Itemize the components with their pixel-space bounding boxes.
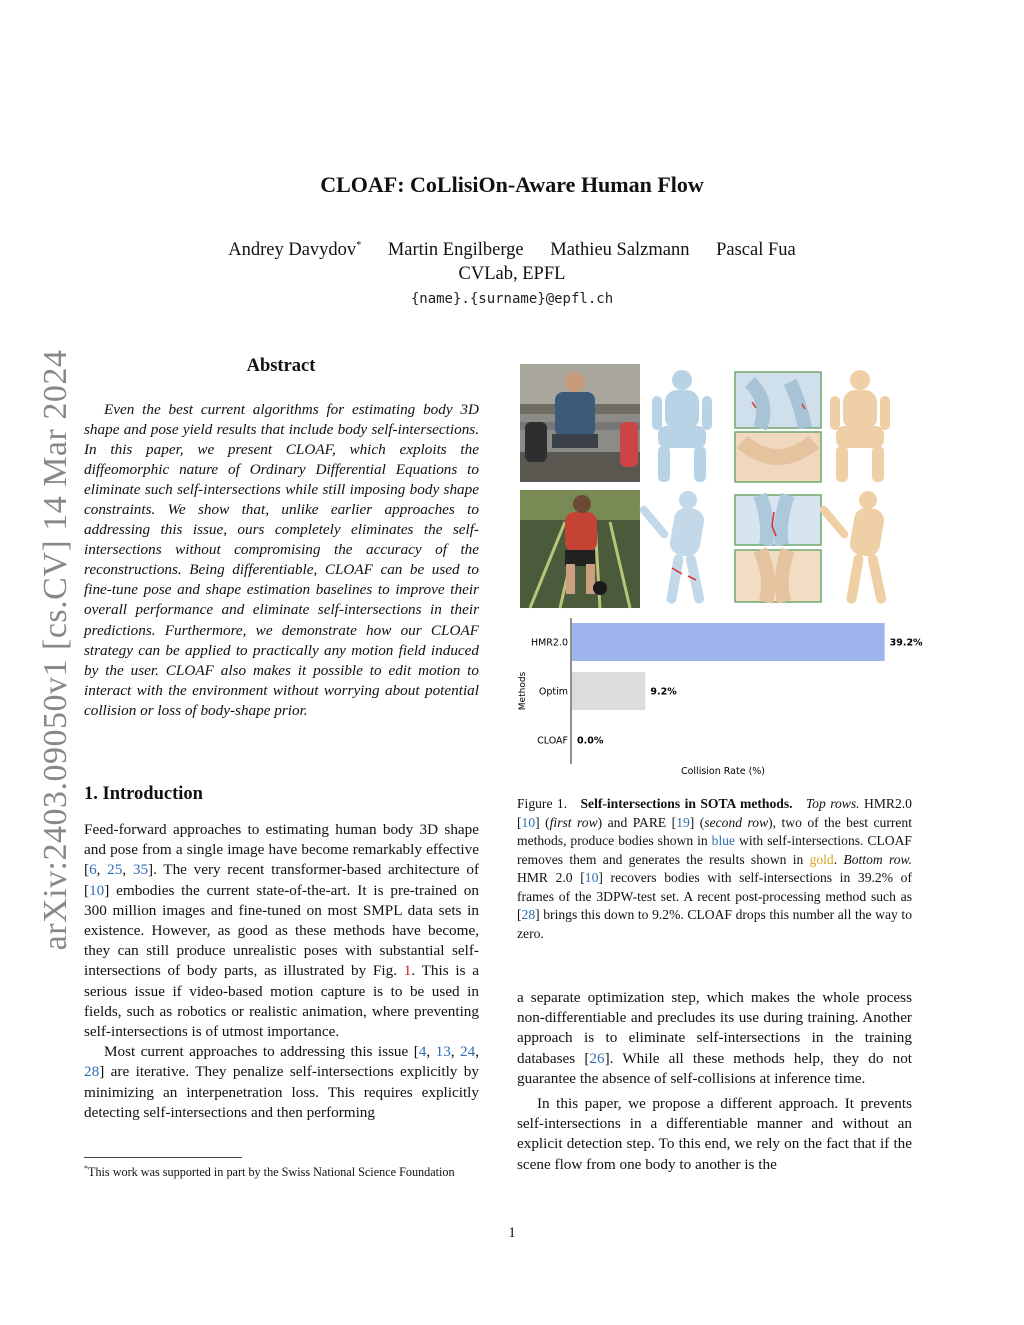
value-label: 39.2% — [889, 637, 923, 649]
author-3: Mathieu Salzmann — [550, 240, 690, 261]
gold-body-mesh-row2 — [818, 491, 887, 604]
citation-link[interactable]: 19 — [676, 814, 690, 830]
citation-link[interactable]: 10 — [584, 870, 599, 885]
right-column-body — [517, 988, 912, 1175]
citation-link[interactable]: 13 — [435, 1043, 451, 1061]
abstract-text: Even the best current algorithms for estimating body 3D shape and pose yield results that include body self-intersections. In this paper, we present CLOAF, which exploits the diffeomorphic nature of Ordinary Differential Equations to eliminate such self-intersections while still imposing body shape constraints. We show that, unlike earlier approaches to addressing this issue, ours completely eliminates the self-intersections without compromising the accuracy of the reconstructions. Being differentiable, CLOAF can be used to fine-tune pose and shape estimation baselines to improve their overall performance and eliminate self-intersections in their predictions. Furthermore, we demonstrate how our CLOAF strategy can be applied to practically any motion field induced by the user. CLOAF also makes it possible to edit motion to interact with the environment without worrying about potential collision or loss of body-shape prior. — [84, 401, 479, 719]
footnote-divider — [84, 1157, 242, 1158]
value-label: 0.0% — [577, 735, 604, 747]
photo-bowling-person — [520, 490, 640, 608]
category-label: Optim — [538, 686, 568, 698]
citation-link[interactable]: 25 — [107, 861, 123, 879]
citation-link[interactable]: 10 — [521, 814, 536, 830]
arxiv-identifier[interactable]: arXiv:2403.09050v1 [cs.CV] 14 Mar 2024 — [37, 349, 74, 951]
category-label: HMR2.0 — [530, 637, 568, 649]
figure-1-caption: Figure 1. Self-intersections in SOTA methods. Top rows. HMR2.0 [10] (first row) and PARE [19] (second row), two of the best current methods, produce bodies shown in blue with self-intersections. CLOAF removes them and generates the results shown in gold. Bottom row. HMR 2.0 [10] recovers bodies with self-intersections in 39.2% of frames of the 3DPW-test set. A recent post-processing method such as [28] brings this down to 9.2%. CLOAF drops this number all the way to zero. — [517, 796, 913, 941]
footnote: *This work was supported in part by the Swiss National Science Foundation — [84, 1164, 455, 1180]
bar-hmr2-0 — [572, 623, 885, 661]
author-1: Andrey Davydov* — [228, 240, 362, 261]
author-list — [0, 240, 1024, 261]
blue-body-mesh-row1 — [652, 370, 712, 482]
affiliation: CVLab, EPFL — [458, 264, 566, 284]
citation-link[interactable]: 4 — [418, 1043, 427, 1061]
citation-link[interactable]: 10 — [89, 881, 105, 899]
paper-title: CLOAF: CoLlisiOn-Aware Human Flow — [320, 172, 704, 197]
email-address: {name}.{surname}@epfl.ch — [410, 291, 614, 307]
zoom-inset-top — [735, 372, 821, 428]
author-4: Pascal Fua — [716, 240, 796, 261]
value-label: 9.2% — [650, 686, 677, 698]
citation-link[interactable]: 28 — [521, 907, 536, 922]
citation-link[interactable]: 28 — [84, 1063, 100, 1081]
y-axis-label: Methods — [518, 671, 528, 711]
introduction-body — [84, 820, 479, 1123]
blue-body-mesh-row2 — [638, 491, 706, 604]
figure-1-images — [520, 362, 912, 614]
category-label: CLOAF — [537, 735, 568, 747]
intro-paragraph-1: Feed-forward approaches to estimating human body 3D shape and pose from a single image have become remarkably effective [6, 25, 35]. The very recent transformer-based architecture of [10] embodies the current state-of-the-art. It is pre-trained on 300 million images and fine-tuned on most SMPL data sets in existence. However, as good as these methods have become, they can still produce unrealistic poses with substantial self-intersections of body parts, as illustrated by Fig. 1. This is a serious issue if video-based motion capture is to be used in fields, such as robotics or realistic animation, where preventing self-intersections is of utmost importance. — [84, 821, 480, 1041]
zoom-inset-bottom — [735, 432, 821, 482]
citation-link[interactable]: 35 — [132, 861, 149, 879]
x-axis-label: Collision Rate (%) — [680, 766, 766, 777]
citation-link[interactable]: 26 — [589, 1049, 605, 1067]
intro-paragraph-2: Most current approaches to addressing this issue [4, 13, 24, 28] are iterative. They penalize self-intersections explicitly by minimizing an interpenetration loss. This requires explicitly detecting self-intersections and then performing — [84, 1043, 480, 1121]
page-number: 1 — [508, 1225, 516, 1241]
section-heading-introduction: 1. Introduction — [84, 784, 203, 804]
gold-body-mesh-row1 — [830, 370, 890, 482]
citation-link[interactable]: 6 — [89, 861, 97, 879]
zoom-inset-row2-top — [735, 495, 821, 545]
zoom-inset-row2-bottom — [735, 550, 821, 602]
right-paragraph-1: a separate optimization step, which makes the whole process non-differentiable and precludes its use during training. Another approach is to eliminate self-intersections in the training databases [26]. While all these methods help, they do not guarantee the absence of self-collisions at inference time. — [517, 989, 913, 1087]
abstract-body — [84, 400, 479, 721]
citation-link[interactable]: 24 — [460, 1043, 476, 1061]
abstract-heading: Abstract — [246, 356, 316, 376]
collision-rate-chart — [515, 612, 923, 782]
right-paragraph-2: In this paper, we propose a different approach. It prevents self-intersections in a differentiable manner and without an explicit detection step. To this end, we rely on the fact that if the scene flow from one body to another is the — [517, 1095, 912, 1173]
figure-reference-link[interactable]: 1 — [403, 962, 412, 980]
photo-sitting-person — [520, 364, 640, 482]
author-2: Martin Engilberge — [387, 240, 524, 261]
bar-optim — [572, 672, 645, 710]
